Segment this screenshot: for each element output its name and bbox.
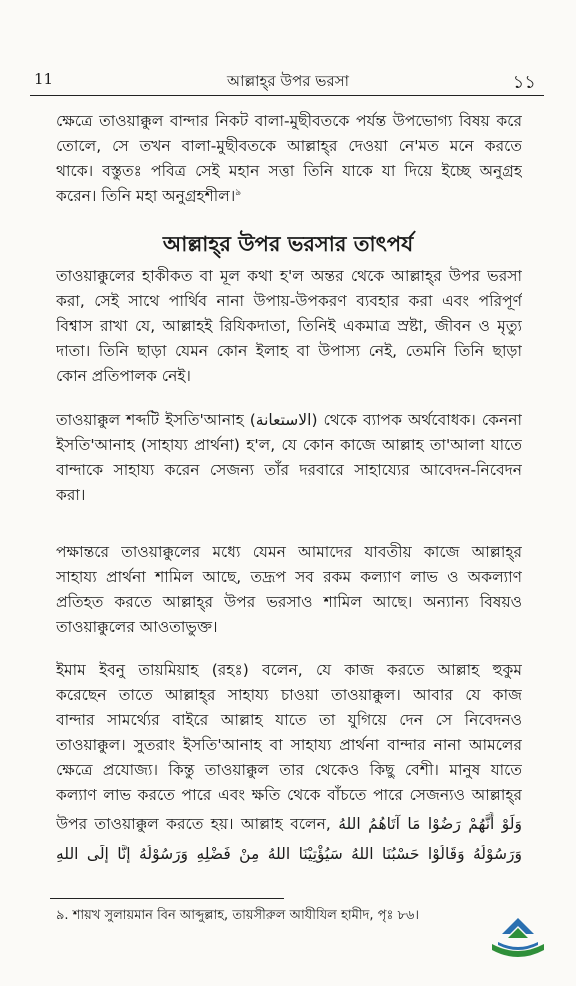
text-line: বিশ্বাস রাখা যে, আল্লাহই রিযিকদাতা, তিনিই একমাত্র স্রষ্টা, জীবন ও মৃত্যু xyxy=(56,317,522,335)
text-line: বান্দাকে সাহায্য করেন সেজন্য তাঁর দরবারে সাহায্যের আবেদন-নিবেদন xyxy=(56,461,522,479)
text-line: থাকে। বস্তুতঃ পবিত্র সেই মহান সত্তা তিনি যাকে যা দিয়ে ইচ্ছে অনুগ্রহ xyxy=(56,162,522,180)
text-line: কোন প্রতিপালক নেই। xyxy=(56,367,191,385)
text-line: ক্ষেত্রে তাওয়াক্কুল বান্দার নিকট বালা-মুছীবতকে পর্যন্ত উপভোগ্য বিষয় করে xyxy=(56,112,522,130)
text-line-mixed xyxy=(56,812,522,838)
text-line: তাওয়াক্কুলের হাকীকত বা মূল কথা হ'ল অন্তর থেকে আল্লাহ্‌র উপর ভরসা xyxy=(56,267,522,285)
running-title: আল্লাহ্‌র উপর ভরসা xyxy=(227,72,349,90)
text-line: প্রতিহত করতে আল্লাহ্‌র উপর ভরসাও শামিল আছে। অন্যান্য বিষয়ও xyxy=(56,593,522,611)
text-line: করা, সেই সাথে পার্থিব নানা উপায়-উপকরণ ব্যবহার করা এবং পরিপূর্ণ xyxy=(56,292,522,310)
text-span: করেন। তিনি মহা অনুগ্রহশীল। xyxy=(56,187,236,205)
text-line: বান্দার সামর্থ্যের বাইরে আল্লাহ যাতে তা যুগিয়ে দেন সে নিবেদনও xyxy=(56,711,522,729)
text-line: ইসতি'আনাহ (সাহায্য প্রার্থনা) হ'ল, যে কোন কাজে আল্লাহ তা'আলা যাতে xyxy=(56,436,522,454)
text-line: তাওয়াক্কুলের আওতাভুক্ত। xyxy=(56,618,218,636)
arabic-quote: وَلَوْ أَنَّهُمْ رَضُوْا مَا آتَاهُمُ اللهُ xyxy=(338,815,522,833)
footnote-divider xyxy=(50,898,284,899)
arabic-verse-line: وَرَسُوْلُهُ وَقَالُوْا حَسْبُنَا اللهُ سَيُؤْتِيْنَا اللهُ مِنْ فَضْلِهِ وَرَسُوْلُهُ إِنَّا إِلَى اللهِ xyxy=(56,845,522,863)
publisher-logo-icon xyxy=(488,914,548,964)
text-line: পক্ষান্তরে তাওয়াক্কুলের মধ্যে যেমন আমাদের যাবতীয় কাজে আল্লাহ্‌র xyxy=(56,543,522,561)
text-line: তাওয়াক্কুল। সুতরাং ইসতি'আনাহ বা সাহায্য প্রার্থনা বান্দার নানা আমলের xyxy=(56,736,522,754)
text-line: করা। xyxy=(56,486,86,504)
text-line xyxy=(56,184,522,210)
text-line: করেছেন তাতে আল্লাহ্‌র সাহায্য চাওয়া তাওয়াক্কুল। আবার যে কাজ xyxy=(56,686,522,704)
footnote-ref: ৯ xyxy=(235,187,242,198)
page-number-left: 11 xyxy=(34,70,54,88)
text-line: কল্যাণ লাভ করতে পারে এবং ক্ষতি থেকে বাঁচতে পারে সেজন্যও আল্লাহ্‌র xyxy=(56,786,522,804)
text-line: তাওয়াক্কুল শব্দটি ইসতি'আনাহ (الاستعانة) থেকে ব্যাপক অর্থবোধক। কেননা xyxy=(56,411,522,429)
text-line: সাহায্য প্রার্থনা শামিল আছে, তদ্রূপ সব রকম কল্যাণ লাভ ও অকল্যাণ xyxy=(56,568,522,586)
text-line: ইমাম ইবনু তায়মিয়াহ (রহঃ) বলেন, যে কাজ করতে আল্লাহ হুকুম xyxy=(56,661,522,679)
page-number-right: ১১ xyxy=(512,72,536,93)
text-line: ক্ষেত্রে প্রযোজ্য। কিন্তু তাওয়াক্কুল তার থেকেও কিছু বেশী। মানুষ যাতে xyxy=(56,761,522,779)
text-line: তোলে, সে তখন বালা-মুছীবতকে আল্লাহ্‌র দেওয়া নে'মত মনে করতে xyxy=(56,137,522,155)
text-span: উপর তাওয়াক্কুল করতে হয়। আল্লাহ বলেন, xyxy=(56,815,331,833)
header-divider xyxy=(30,95,544,96)
section-heading: আল্লাহ্‌র উপর ভরসার তাৎপর্য xyxy=(162,232,414,256)
footnote: ৯. শায়খ সুলায়মান বিন আব্দুল্লাহ, তায়সীরুল আযীযিল হামীদ, পৃঃ ৮৬। xyxy=(56,908,420,923)
text-line: দাতা। তিনি ছাড়া যেমন কোন ইলাহ বা উপাস্য নেই, তেমনি তিনি ছাড়া xyxy=(56,342,522,360)
